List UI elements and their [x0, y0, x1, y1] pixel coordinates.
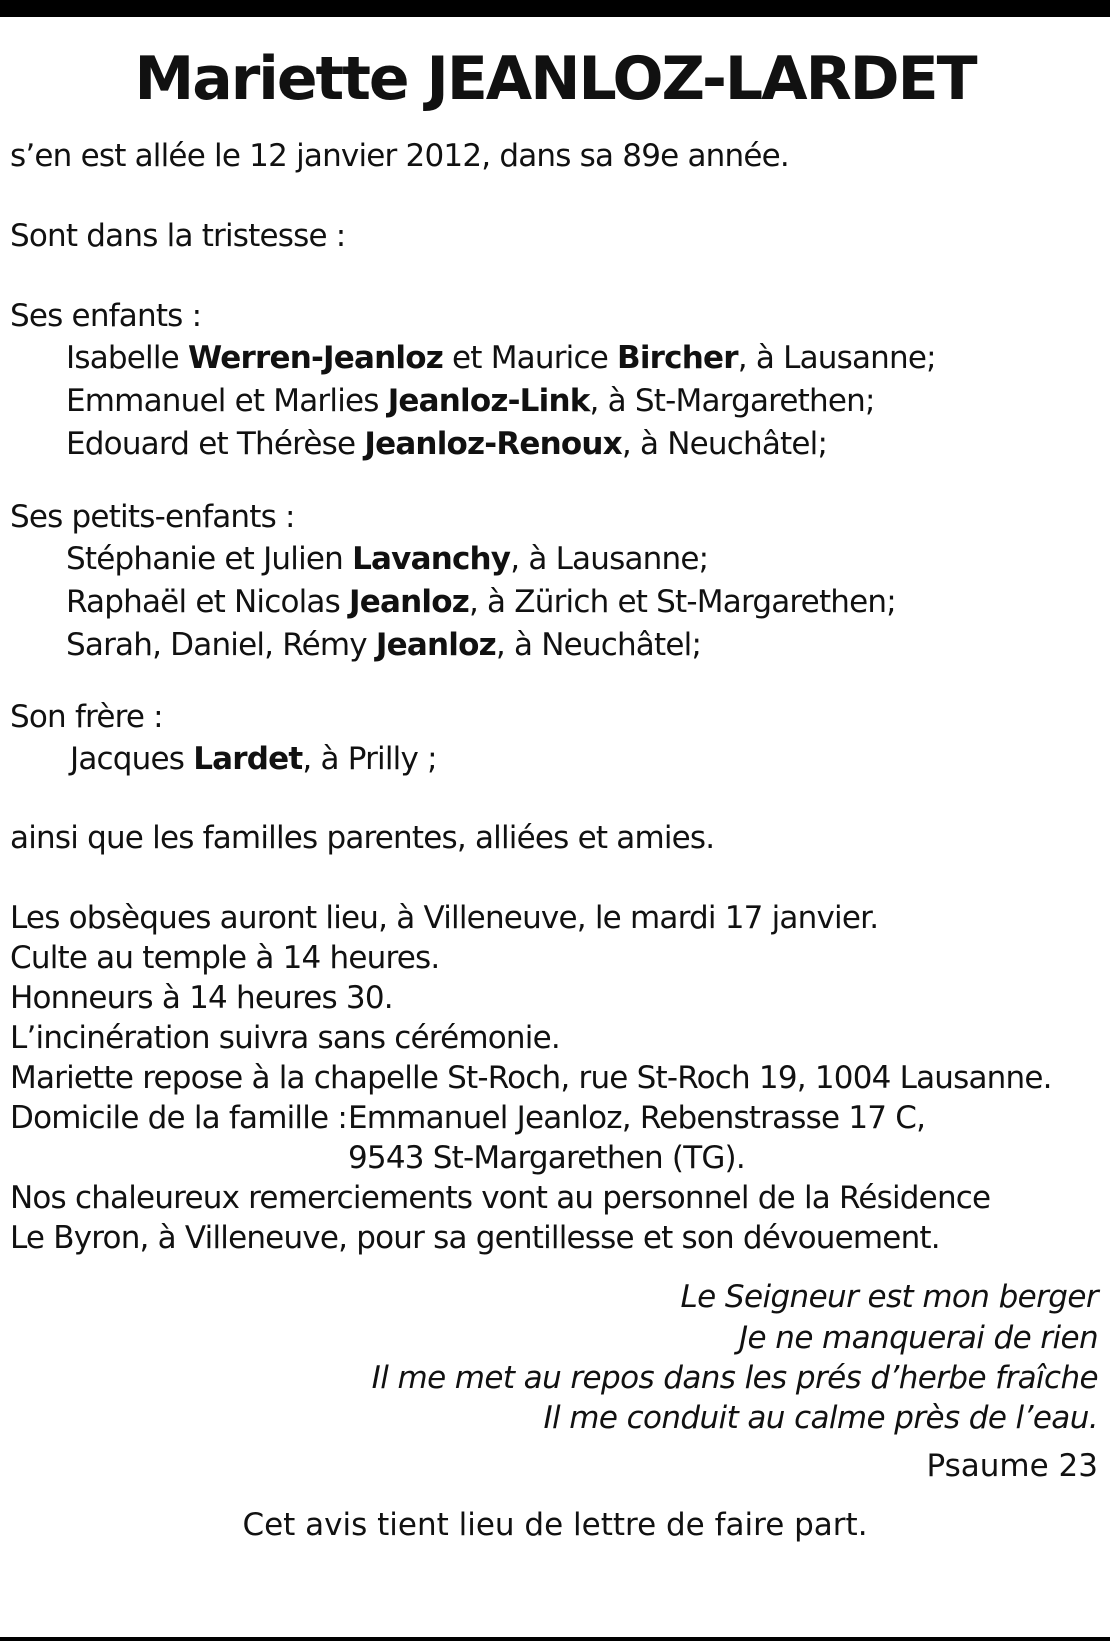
given-names: Stéphanie et Julien [66, 541, 353, 577]
thanks-line: Nos chaleureux remerciements vont au personnel de la Résidence [10, 1180, 991, 1216]
children-line [66, 381, 875, 421]
family-name: Jeanloz [349, 584, 469, 620]
given-names: Jacques [70, 741, 194, 777]
family-name: Jeanloz-Link [387, 383, 590, 419]
domicile-address-line2: 9543 St-Margarethen (TG). [348, 1140, 745, 1176]
brother-heading: Son frère : [10, 699, 163, 735]
domicile-address-line1: Emmanuel Jeanloz, Rebenstrasse 17 C, [348, 1100, 926, 1136]
psalm-line: Le Seigneur est mon berger [680, 1279, 1098, 1315]
bottom-rule [0, 1637, 1110, 1641]
family-name: Bircher [617, 340, 738, 376]
family-name: Werren-Jeanloz [188, 340, 443, 376]
children-heading: Ses enfants : [10, 298, 202, 334]
top-rule [0, 0, 1110, 17]
funeral-detail: Honneurs à 14 heures 30. [10, 980, 393, 1016]
children-line [66, 424, 827, 464]
family-name: Jeanloz-Renoux [364, 426, 622, 462]
location: , à Neuchâtel; [621, 426, 828, 462]
family-name: Lardet [193, 741, 303, 777]
psalm-line: Je ne manquerai de rien [739, 1320, 1098, 1356]
given-names: et Maurice [442, 340, 618, 376]
notice-title: Mariette JEANLOZ-LARDET [134, 44, 976, 114]
location: , à Neuchâtel; [495, 627, 702, 663]
psalm-line: Il me conduit au calme près de l’eau. [543, 1400, 1098, 1436]
given-names: Edouard et Thérèse [66, 426, 365, 462]
brother-line [70, 739, 437, 779]
family-name: Lavanchy [352, 541, 511, 577]
sadness-heading: Sont dans la tristesse : [10, 218, 346, 254]
given-names: Emmanuel et Marlies [66, 383, 388, 419]
location: , à Prilly ; [302, 741, 437, 777]
domicile-label: Domicile de la famille : [10, 1100, 348, 1136]
given-names: Sarah, Daniel, Rémy [66, 627, 376, 663]
families-text: ainsi que les familles parentes, alliées et amies. [10, 820, 715, 856]
funeral-detail: Culte au temple à 14 heures. [10, 940, 440, 976]
given-names: Raphaël et Nicolas [66, 584, 350, 620]
grandchildren-line [66, 625, 701, 665]
psalm-line: Il me met au repos dans les prés d’herbe fraîche [371, 1360, 1098, 1396]
location: , à Zürich et St-Margarethen; [468, 584, 896, 620]
funeral-detail: Mariette repose à la chapelle St-Roch, rue St-Roch 19, 1004 Lausanne. [10, 1060, 1052, 1096]
location: , à St-Margarethen; [589, 383, 875, 419]
funeral-detail: Les obsèques auront lieu, à Villeneuve, le mardi 17 janvier. [10, 900, 879, 936]
footer-note: Cet avis tient lieu de lettre de faire part. [242, 1507, 868, 1543]
grandchildren-line [66, 582, 896, 622]
thanks-line: Le Byron, à Villeneuve, pour sa gentillesse et son dévouement. [10, 1220, 940, 1256]
given-names: Isabelle [66, 340, 188, 376]
funeral-detail: L’incinération suivra sans cérémonie. [10, 1020, 560, 1056]
psalm-reference: Psaume 23 [926, 1448, 1098, 1484]
location: , à Lausanne; [737, 340, 936, 376]
grandchildren-heading: Ses petits-enfants : [10, 499, 295, 535]
location: , à Lausanne; [510, 541, 709, 577]
family-name: Jeanloz [375, 627, 496, 663]
grandchildren-line [66, 539, 708, 579]
intro-text: s’en est allée le 12 janvier 2012, dans sa 89e année. [10, 138, 789, 174]
children-line [66, 338, 936, 378]
